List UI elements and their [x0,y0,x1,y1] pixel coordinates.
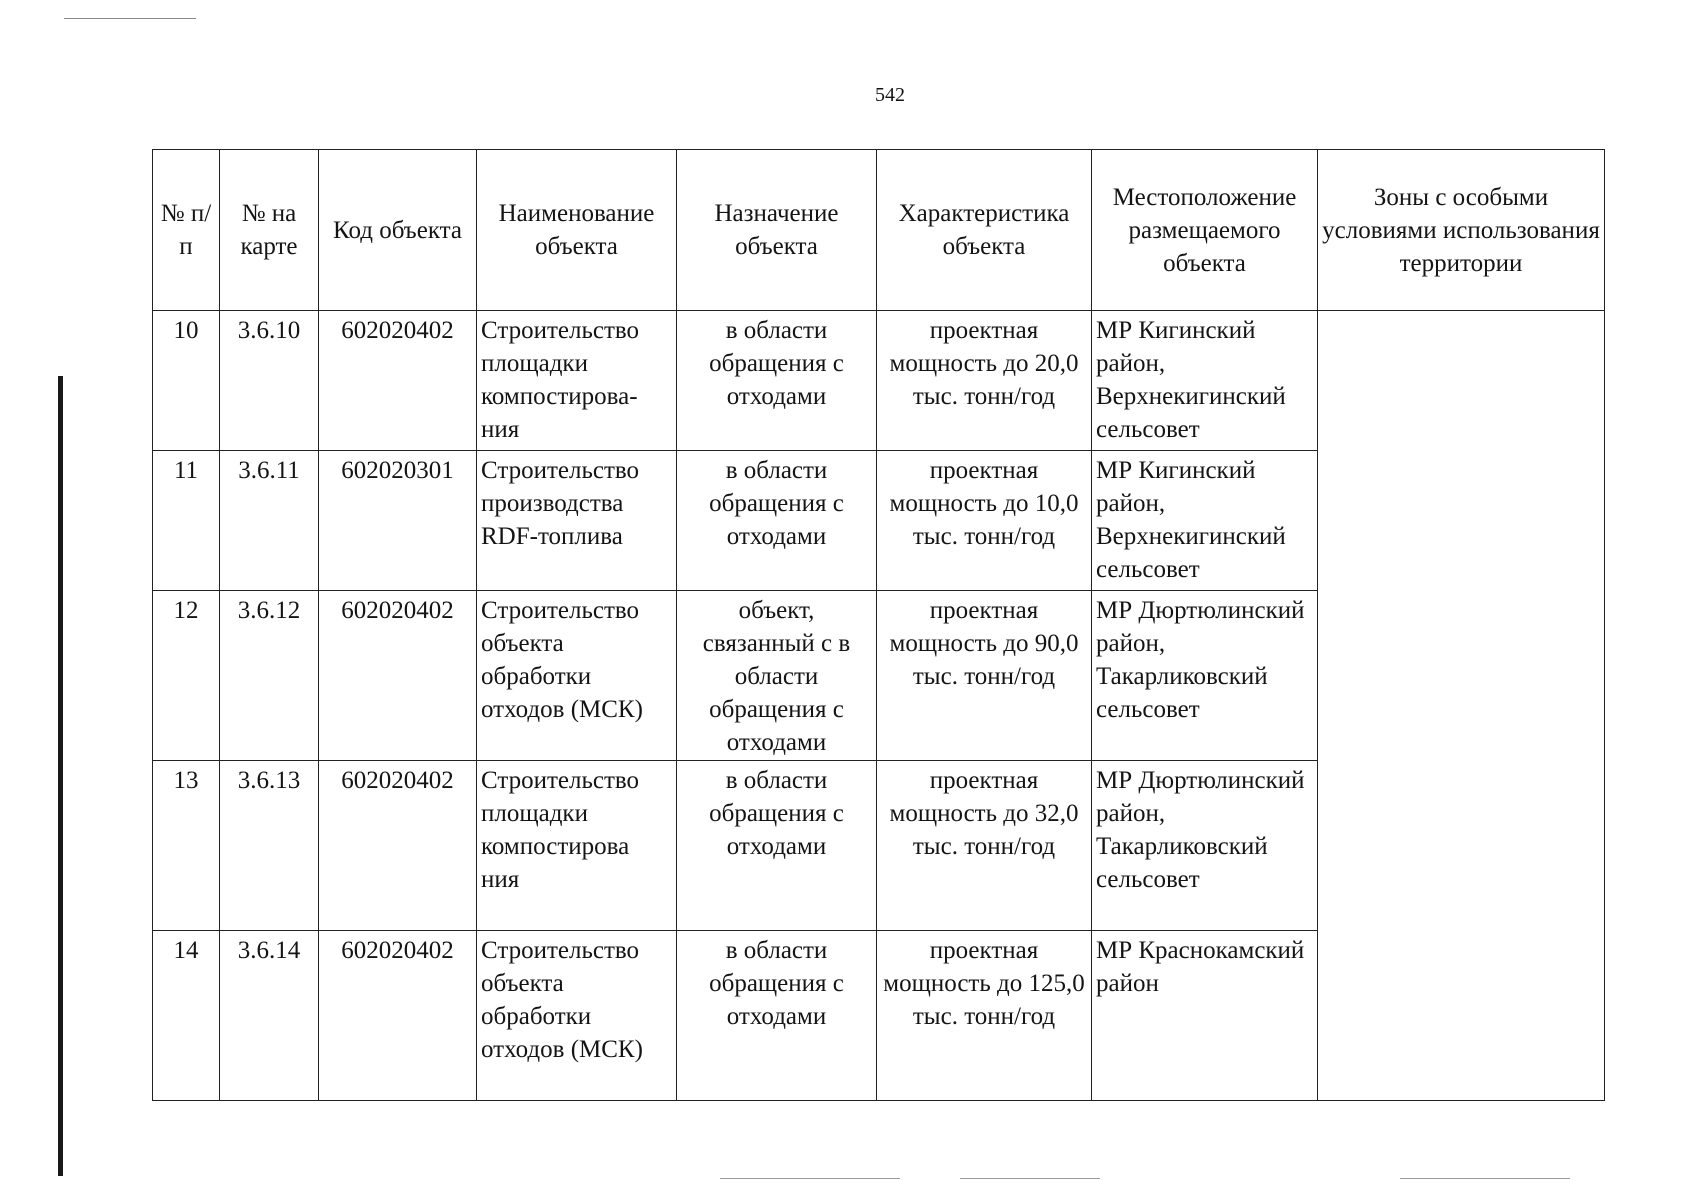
page-number: 542 [875,84,905,106]
cell-object-location: МР Краснокамский район [1092,931,1318,1101]
cell-row-number: 14 [153,931,220,1101]
header-map-number: № на карте [220,150,319,311]
header-object-name: Наименование объекта [477,150,677,311]
cell-object-characteristic: проектная мощность до 125,0 тыс. тонн/год [877,931,1092,1101]
cell-row-number: 10 [153,311,220,451]
cell-object-code: 602020402 [319,931,477,1101]
scan-artifact-bottom-dash [1400,1178,1570,1179]
table-row [153,311,1605,451]
cell-object-characteristic: проектная мощность до 32,0 тыс. тонн/год [877,761,1092,931]
cell-object-name: Строительство площадки компостирова-ния [477,311,677,451]
objects-table [152,149,1605,1101]
header-object-purpose: Назначение объекта [677,150,877,311]
cell-row-number: 13 [153,761,220,931]
header-object-location: Местоположение размещаемого объекта [1092,150,1318,311]
scan-artifact-bottom-dash [790,1178,900,1179]
cell-special-zones [1318,311,1605,1101]
scan-artifact-left-bar [58,376,63,1176]
cell-object-code: 602020301 [319,451,477,591]
cell-map-number: 3.6.12 [220,591,319,761]
table-header-row [153,150,1605,311]
cell-object-characteristic: проектная мощность до 90,0 тыс. тонн/год [877,591,1092,761]
cell-object-purpose: в области обращения с отходами [677,931,877,1101]
cell-object-purpose: в области обращения с отходами [677,311,877,451]
cell-map-number: 3.6.11 [220,451,319,591]
cell-object-characteristic: проектная мощность до 10,0 тыс. тонн/год [877,451,1092,591]
cell-object-code: 602020402 [319,311,477,451]
cell-object-name: Строительство объекта обработки отходов (МСК) [477,591,677,761]
cell-object-name: Строительство площадки компостирова ния [477,761,677,931]
cell-object-name: Строительство производства RDF-топлива [477,451,677,591]
cell-object-code: 602020402 [319,591,477,761]
header-special-zones: Зоны с особыми условиями использования территории [1318,150,1605,311]
header-object-characteristic: Характеристика объекта [877,150,1092,311]
cell-object-characteristic: проектная мощность до 20,0 тыс. тонн/год [877,311,1092,451]
cell-object-name: Строительство объекта обработки отходов (МСК) [477,931,677,1101]
scan-artifact-bottom-dash [960,1178,1100,1179]
scan-artifact-bottom-dash [720,1178,790,1179]
header-row-number: № п/п [153,150,220,311]
cell-object-location: МР Кигинский район, Верхнекигинский сельсовет [1092,311,1318,451]
header-object-code: Код объекта [319,150,477,311]
cell-map-number: 3.6.13 [220,761,319,931]
cell-object-purpose: объект, связанный с в области обращения с отходами [677,591,877,761]
cell-object-location: МР Дюртюлинский район, Такарликовский сельсовет [1092,761,1318,931]
cell-row-number: 11 [153,451,220,591]
cell-object-location: МР Кигинский район, Верхнекигинский сельсовет [1092,451,1318,591]
cell-row-number: 12 [153,591,220,761]
scan-artifact-top-line [64,18,196,19]
cell-object-code: 602020402 [319,761,477,931]
cell-object-purpose: в области обращения с отходами [677,451,877,591]
cell-map-number: 3.6.10 [220,311,319,451]
cell-object-purpose: в области обращения с отходами [677,761,877,931]
cell-object-location: МР Дюртюлинский район, Такарликовский сельсовет [1092,591,1318,761]
cell-map-number: 3.6.14 [220,931,319,1101]
